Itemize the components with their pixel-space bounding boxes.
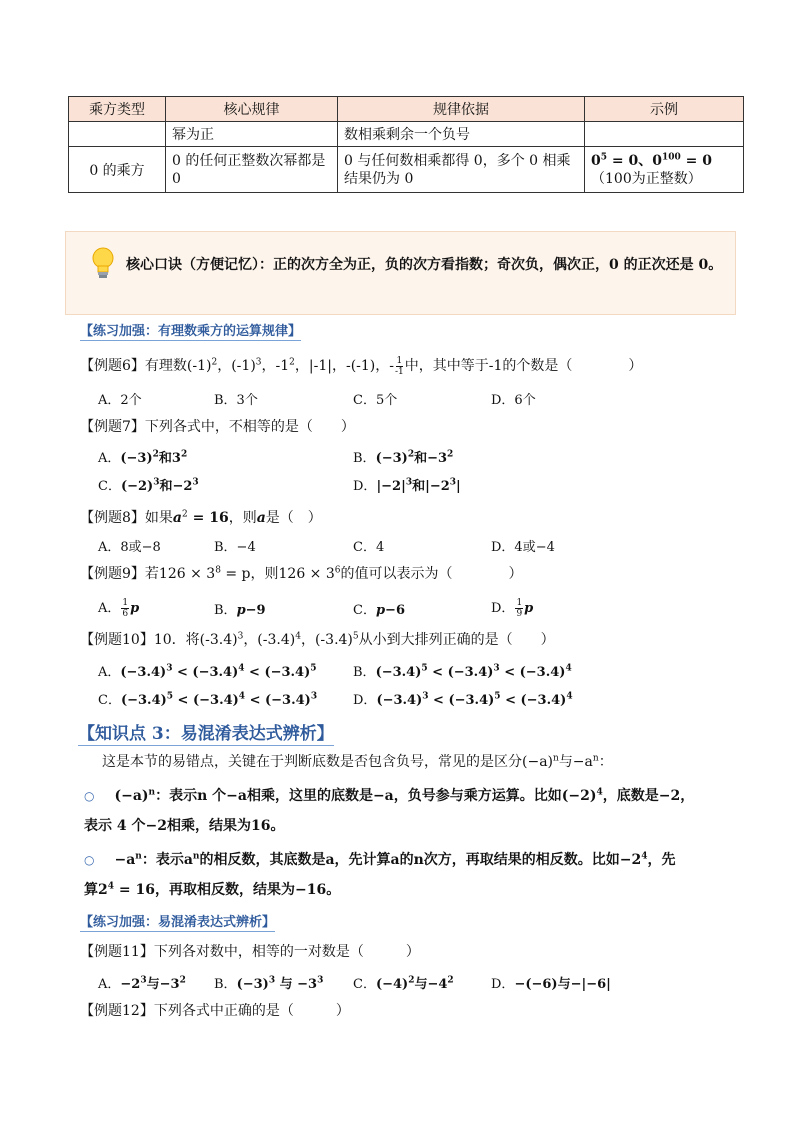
option-b: B．$(-3)^3$ 与 $-3^3$: [214, 975, 324, 992]
example-8: 【例题8】如果$a^2 = 16$，则a是（ ）: [80, 509, 322, 526]
option-c: C．$(-2)^3$和$-2^3$: [98, 477, 199, 494]
table-header: 示例: [585, 97, 744, 122]
table-header: 规律依据: [338, 97, 585, 122]
practice-heading: 【练习加强：有理数乘方的运算规律】: [80, 320, 301, 341]
table-cell: 数相乘剩余一个负号: [338, 122, 585, 147]
option-d: D．−(−6)与−|−6|: [491, 977, 611, 992]
option-c: C．5个: [353, 393, 398, 408]
tip-box: [65, 231, 736, 315]
option-b: B．$(-3.4)^5 < (-3.4)^3 < (-3.4)^4$: [353, 663, 572, 680]
option-b: B．p−9: [214, 603, 266, 618]
option-a: A．$-2^3$与$-3^2$: [98, 975, 186, 992]
option-d: D．4或−4: [491, 540, 555, 555]
kp3-bullet-1: ○ $(-a)^n$：表示n 个−a相乘，这里的底数是−a，负号参与乘方运算。比如$(-2)^4$，底数是−2， 表示 4 个−2相乘，结果为16。: [84, 787, 695, 834]
example-6: 【例题6】有理数$(-1)^2$，$(-1)^3$，$-1^2$，|-1|，-(-1)，- $\frac{1}{-1}$ 中，其中等于-1的个数是（ ）: [80, 355, 643, 377]
tip-text: 核心口诀（方便记忆）：正的次方全为正，负的次方看指数；奇次负，偶次正，0 的正次还是 0。: [126, 257, 723, 273]
table-cell: 0 与任何数相乘都得 0，多个 0 相乘结果仍为 0: [338, 147, 585, 193]
option-d: D． $\frac{1}{9}$ p: [491, 598, 534, 619]
option-c: C．4: [353, 540, 385, 555]
table-cell: 0 的任何正整数次幂都是 0: [166, 147, 338, 193]
option-c: C．$(-4)^2$与$-4^2$: [353, 975, 454, 992]
table-cell: 0 的乘方: [69, 147, 166, 193]
table-header: 核心规律: [166, 97, 338, 122]
table-row: [69, 122, 744, 147]
option-d: D．$|-2|^3$和$|-2^3|$: [353, 477, 461, 494]
rules-table: [68, 96, 744, 193]
option-a: A． $\frac{1}{6}$ p: [98, 598, 140, 619]
option-d: D．6个: [491, 393, 536, 408]
example-9: 【例题9】若$126 \times 3^8 = p$，则$126 \times 3^6$的值可以表示为（ ）: [80, 565, 523, 582]
example-note: （100为正整数）: [591, 170, 702, 187]
table-row: [69, 147, 744, 193]
table-cell: [585, 122, 744, 147]
option-c: C．p−6: [353, 603, 405, 618]
example-11: 【例题11】下列各对数中，相等的一对数是（ ）: [80, 944, 420, 960]
table-header-row: [69, 97, 744, 122]
example-7: 【例题7】下列各式中，不相等的是（ ）: [80, 419, 355, 435]
bullet-icon: ○: [84, 789, 95, 803]
practice-heading: 【练习加强：易混淆表达式辨析】: [80, 911, 275, 932]
option-b: B．3个: [214, 393, 258, 408]
example-label: 【例题6】: [80, 358, 145, 374]
option-d: D．$(-3.4)^3 < (-3.4)^5 < (-3.4)^4$: [353, 691, 573, 708]
table-cell: 幂为正: [166, 122, 338, 147]
knowledge-point-heading: 【知识点 3：易混淆表达式辨析】: [78, 719, 334, 746]
bullet-icon: ○: [84, 853, 95, 867]
table-header: 乘方类型: [69, 97, 166, 122]
option-c: C．$(-3.4)^5 < (-3.4)^4 < (-3.4)^3$: [98, 691, 318, 708]
option-a: A．8或−8: [98, 540, 161, 555]
table-cell-example: $0^5 = 0$、$0^{100} = 0$ （100为正整数）: [585, 147, 744, 193]
option-a: A．$(-3.4)^3 < (-3.4)^4 < (-3.4)^5$: [98, 663, 317, 680]
kp3-intro: 这是本节的易错点，关键在于判断底数是否包含负号，常见的是区分$(-a)^n$与$-a^n$：: [102, 753, 613, 770]
kp3-bullet-2: ○ $-a^n$：表示$a^n$的相反数，其底数是a，先计算a的n次方，再取结果的相反数。比如$-2^4$，先 算$2^4 = 16$，再取相反数，结果为−16。: [84, 851, 676, 898]
table-cell: [69, 122, 166, 147]
option-a: A．$(-3)^2$和$3^2$: [98, 449, 188, 466]
option-b: B．$(-3)^2$和$-3^2$: [353, 449, 454, 466]
example-12: 【例题12】下列各式中正确的是（ ）: [80, 1003, 350, 1019]
option-b: B．−4: [214, 540, 256, 555]
example-10: 【例题10】10．将$(-3.4)^3$，$(-3.4)^4$，$(-3.4)^5$从小到大排列正确的是（ ）: [80, 631, 555, 648]
option-a: A．2个: [98, 393, 142, 408]
